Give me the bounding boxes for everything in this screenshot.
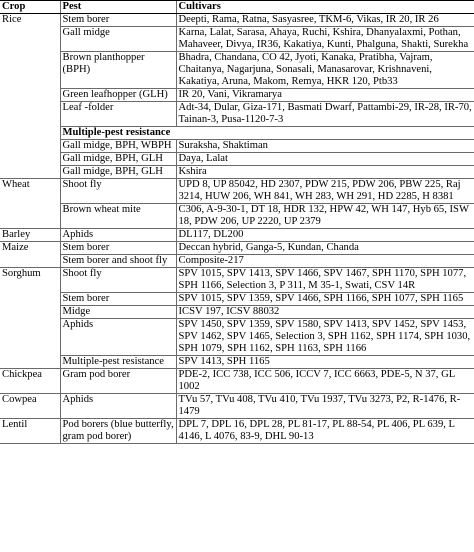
pest-cell: Stem borer xyxy=(60,14,176,27)
cultivars-cell: C306, A-9-30-1, DT 18, HDR 132, HPW 42, WH 147, Hyb 65, ISW 18, PDW 206, UP 2220, UP 2379 xyxy=(176,204,474,229)
crop-cell xyxy=(0,27,60,52)
table-row xyxy=(0,52,474,89)
table-row xyxy=(0,153,474,166)
pest-cell: Aphids xyxy=(60,394,176,419)
cultivars-cell: UPD 8, UP 85042, HD 2307, PDW 215, PDW 206, PBW 225, Raj 3214, HUW 206, WH 841, WH 283, WH 291, HD 2285, H 8381 xyxy=(176,179,474,204)
pest-cell: Green leafhopper (GLH) xyxy=(60,89,176,102)
table-row xyxy=(0,306,474,319)
crop-cell xyxy=(0,356,60,369)
cultivars-cell: SPV 1015, SPV 1413, SPV 1466, SPV 1467, SPH 1170, SPH 1077, SPH 1166, Selection 3, P 311, M 35-1, Swati, CSV 14R xyxy=(176,268,474,293)
table-row xyxy=(0,140,474,153)
cultivars-cell: SPV 1413, SPH 1165 xyxy=(176,356,474,369)
crop-cell xyxy=(0,127,60,140)
table-row xyxy=(0,242,474,255)
table-header xyxy=(0,1,474,14)
pest-cell: Gram pod borer xyxy=(60,369,176,394)
pest-cell: Gall midge, BPH, GLH xyxy=(60,166,176,179)
cultivars-cell: Karna, Lalat, Sarasa, Ahaya, Ruchi, Kshira, Dhanyalaxmi, Pothan, Mahaveer, Divya, IR36, Kakatiya, Kunti, Phalguna, Shakti, Surekha xyxy=(176,27,474,52)
cultivars-cell: SPV 1450, SPV 1359, SPV 1580, SPV 1413, SPV 1452, SPV 1453, SPV 1462, SPV 1465, Selection 3, SPH 1162, SPH 1174, SPH 1030, SPH 1079, SPH 1162, SPH 1163, SPH 1166 xyxy=(176,319,474,356)
pest-cell: Stem borer xyxy=(60,293,176,306)
crop-cell xyxy=(0,204,60,229)
cultivars-cell: Kshira xyxy=(176,166,474,179)
pest-cell: Aphids xyxy=(60,229,176,242)
table-row xyxy=(0,293,474,306)
cultivars-cell: IR 20, Vani, Vikramarya xyxy=(176,89,474,102)
pest-cell: Shoot fly xyxy=(60,268,176,293)
cultivars-cell: Daya, Lalat xyxy=(176,153,474,166)
cultivars-cell: Composite-217 xyxy=(176,255,474,268)
table-row xyxy=(0,204,474,229)
crop-cell: Wheat xyxy=(2,179,30,190)
table-row xyxy=(0,394,474,419)
pest-cell: Brown wheat mite xyxy=(60,204,176,229)
cultivars-cell: Deepti, Rama, Ratna, Sasyasree, TKM-6, Vikas, IR 20, IR 26 xyxy=(176,14,474,27)
crop-cell: Cowpea xyxy=(0,394,60,419)
crop-cell xyxy=(0,102,60,127)
crop-cell: Lentil xyxy=(0,419,60,444)
cultivars-cell: Bhadra, Chandana, CO 42, Jyoti, Kanaka, Pratibha, Vajram, Chaitanya, Nagarjuna, Sonasali, Manasarovar, Krishnaveni, Kakatiya, Aruna, Makom, Remya, HKR 120, Ptb33 xyxy=(176,52,474,89)
table-row xyxy=(0,27,474,52)
cultivars-cell: Suraksha, Shaktiman xyxy=(176,140,474,153)
crop-cell: Barley xyxy=(0,229,60,242)
crop-cell xyxy=(0,306,60,319)
crop-cell xyxy=(0,153,60,166)
table-row xyxy=(0,229,474,242)
header-crop: Crop xyxy=(0,1,60,14)
crop-cell: Rice xyxy=(2,14,22,25)
crop-cell xyxy=(0,293,60,306)
table-row xyxy=(0,89,474,102)
table-row xyxy=(0,369,474,394)
crop-cell: Maize xyxy=(2,242,29,253)
pest-cell: Gall midge, BPH, WBPH xyxy=(60,140,176,153)
subheading-multiple-pest: Multiple-pest resistance xyxy=(60,127,474,140)
table-row xyxy=(0,419,474,444)
crop-cell: Sorghum xyxy=(2,268,41,279)
header-pest: Pest xyxy=(60,1,176,14)
crop-cell xyxy=(0,166,60,179)
pest-cell: Brown planthopper (BPH) xyxy=(60,52,176,89)
pest-cell: Gall midge, BPH, GLH xyxy=(60,153,176,166)
crop-cell xyxy=(0,255,60,268)
header-row xyxy=(0,1,474,14)
table-row xyxy=(0,255,474,268)
pest-cell: Stem borer xyxy=(60,242,176,255)
pest-cell: Shoot fly xyxy=(60,179,176,204)
table-row xyxy=(0,102,474,127)
table-row xyxy=(0,356,474,369)
pest-cell: Stem borer and shoot fly xyxy=(60,255,176,268)
crop-cell xyxy=(0,52,60,89)
table-row xyxy=(0,268,474,293)
table-row xyxy=(0,14,474,27)
cultivars-cell: ICSV 197, ICSV 88032 xyxy=(176,306,474,319)
cultivars-cell: Deccan hybrid, Ganga-5, Kundan, Chanda xyxy=(176,242,474,255)
pest-cell: Midge xyxy=(60,306,176,319)
pest-cell: Pod borers (blue butterfly, gram pod borer) xyxy=(60,419,176,444)
pest-cell: Aphids xyxy=(60,319,176,356)
crop-cell xyxy=(0,319,60,356)
crop-cell: Chickpea xyxy=(0,369,60,394)
cultivars-cell: TVu 57, TVu 408, TVu 410, TVu 1937, TVu 3273, P2, R-1476, R-1479 xyxy=(176,394,474,419)
subheading-row xyxy=(0,127,474,140)
table-row xyxy=(0,319,474,356)
pest-cell: Multiple-pest resistance xyxy=(60,356,176,369)
pest-cell: Leaf -folder xyxy=(60,102,176,127)
crop-cell xyxy=(0,89,60,102)
table-body xyxy=(0,14,474,444)
cultivars-cell: PDE-2, ICC 738, ICC 506, ICCV 7, ICC 6663, PDE-5, N 37, GL 1002 xyxy=(176,369,474,394)
cultivars-cell: DL117, DL200 xyxy=(176,229,474,242)
table-row xyxy=(0,179,474,204)
cultivars-cell: DPL 7, DPL 16, DPL 28, PL 81-17, PL 88-54, PL 406, PL 639, L 4146, L 4076, 83-9, DHL 90-13 xyxy=(176,419,474,444)
crop-cell xyxy=(0,140,60,153)
cultivars-cell: Adt-34, Dular, Giza-171, Basmati Dwarf, Pattambi-29, IR-28, IR-70, Tainan-3, Pusa-1120-7-3 xyxy=(176,102,474,127)
cultivars-cell: SPV 1015, SPV 1359, SPV 1466, SPH 1166, SPH 1077, SPH 1165 xyxy=(176,293,474,306)
table-row xyxy=(0,166,474,179)
header-cultivars: Cultivars xyxy=(176,1,474,14)
pest-cell: Gall midge xyxy=(60,27,176,52)
